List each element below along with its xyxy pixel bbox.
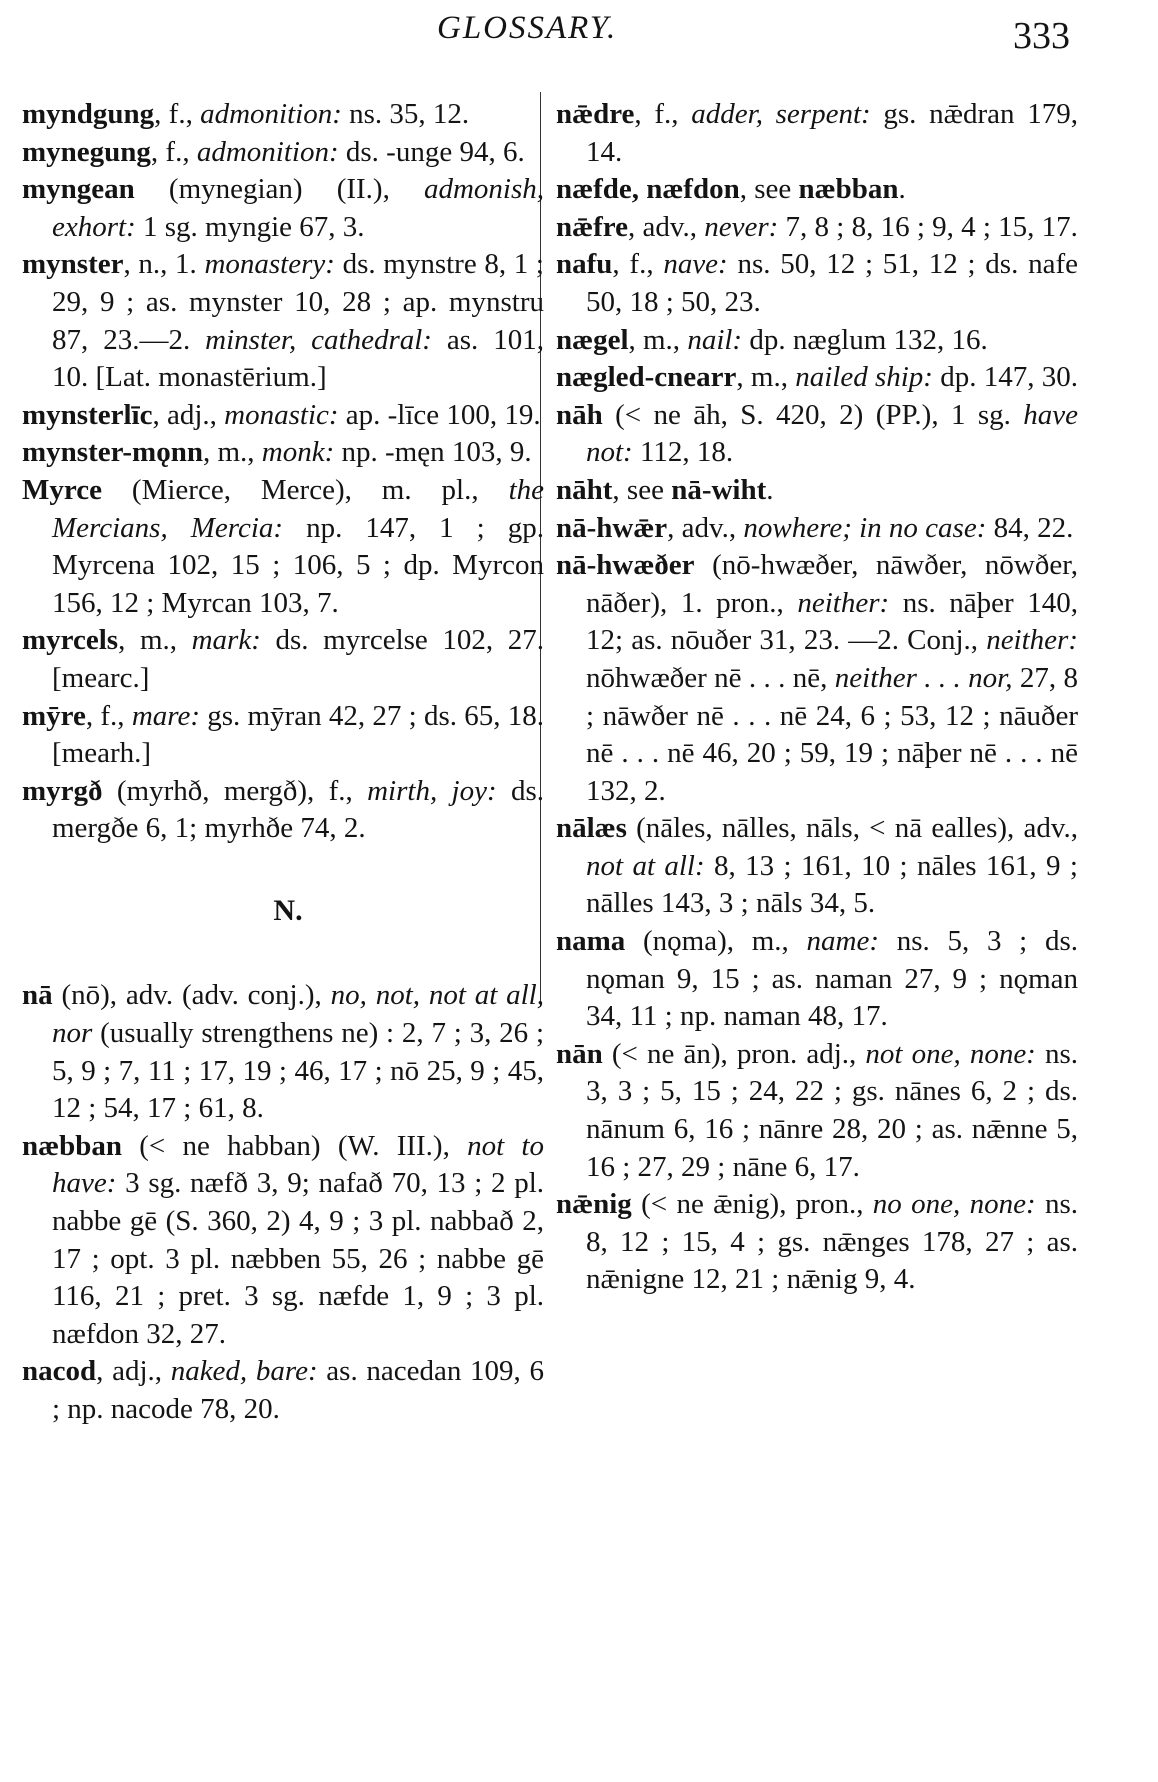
entry-text: , m., <box>118 624 192 657</box>
entry-text: (Mierce, Merce), m. pl., <box>101 473 509 506</box>
glossary-entry <box>556 322 1078 360</box>
headword: myndgung <box>22 98 155 130</box>
headword: mynsterlīc <box>22 398 153 431</box>
glossary-entry <box>556 397 1078 472</box>
headword: nacod <box>22 1355 97 1388</box>
gloss: admonition: <box>200 98 342 130</box>
entry-text: 84, 22. <box>986 511 1074 544</box>
entry-text: ns. nāþer 140, 12; as. nōuðer 31, 23. —2. Conj., <box>586 586 1078 657</box>
headword: mynegung <box>22 135 151 168</box>
right-column <box>556 96 1078 1299</box>
entry-text: , f., <box>85 699 132 732</box>
entry-text: (nǫma), m., <box>625 925 807 958</box>
entry-text: (mynegian) (II.), <box>134 173 424 206</box>
gloss: mark: <box>191 624 261 657</box>
headword: nægel <box>556 323 629 356</box>
headword: nǣdre <box>556 98 635 130</box>
entry-text: ns. 50, 12 ; 51, 12 ; ds. nafe 50, 18 ; 50, 23. <box>586 248 1078 318</box>
glossary-entry <box>556 472 1078 510</box>
entry-text: 8, 13 ; 161, 10 ; nāles 161, 9 ; nālles 143, 3 ; nāls 34, 5. <box>586 849 1078 920</box>
entry-text: np. 147, 1 ; gp. Myrcena 102, 15 ; 106, 5 ; dp. Myrcon 156, 12 ; Myrcan 103, 7. <box>52 511 544 619</box>
entry-text: 27, 8 ; nāwðer nē . . . nē 24, 6 ; 53, 12 ; nāuðer nē . . . nē 46, 20 ; 59, 19 ; nāþer nē . . . nē 132, 2. <box>586 661 1079 807</box>
entry-text: , m., <box>736 361 796 394</box>
headword: nān <box>556 1037 603 1070</box>
page-number: 333 <box>1013 15 1070 57</box>
entry-text: 3 sg. næfð 3, 9; nafað 70, 13 ; 2 pl. nabbe gē (S. 360, 2) 4, 9 ; 3 pl. nabbað 2, 17 ; opt. 3 pl. næbben 55, 26 ; nabbe gē 116, 21 ; pret. 3 sg. næfde 1, 9 ; 3 pl. næfdon 32, 27. <box>52 1167 544 1350</box>
gloss: name: <box>806 925 879 958</box>
gloss: no, not, not at all, nor <box>52 979 544 1050</box>
headword: Myrce <box>22 473 102 506</box>
entry-text: , adv., <box>627 210 705 243</box>
entry-text: (nō-hwæðer, nāwðer, nōwðer, nāðer), 1. pron., <box>586 549 1078 619</box>
entry-text: 7, 8 ; 8, 16 ; 9, 4 ; 15, 17. <box>778 210 1078 243</box>
glossary-entry <box>556 209 1078 247</box>
entry-text: as. 101, 10. [Lat. monastērium.] <box>52 323 545 394</box>
entry-text: , m., <box>628 323 688 356</box>
gloss: not to have: <box>52 1129 544 1200</box>
glossary-entry <box>22 1353 544 1428</box>
gloss: mare: <box>131 699 200 732</box>
section-letter-heading: N. <box>273 893 303 927</box>
headword: nā-hwæðer <box>556 549 695 582</box>
glossary-entry <box>22 1128 544 1354</box>
glossary-entry <box>556 171 1078 209</box>
gloss: nail: <box>687 323 743 356</box>
glossary-entry <box>556 359 1078 397</box>
entry-text: (usually strengthens ne) : 2, 7 ; 3, 26 ; 5, 9 ; 7, 11 ; 17, 19 ; 46, 17 ; nō 25, 9 ; 45, 12 ; 54, 17 ; 61, 8. <box>52 1017 544 1125</box>
headword: nafu <box>556 248 613 281</box>
glossary-entry <box>556 810 1078 923</box>
glossary-entry <box>22 134 544 172</box>
gloss: neither: <box>797 586 890 619</box>
entry-text: nōhwæðer nē . . . nē, <box>586 661 835 694</box>
gloss: no one, none: <box>872 1188 1036 1221</box>
gloss: monk: <box>261 436 335 469</box>
entry-text: (< ne ǣnig), pron., <box>631 1188 873 1221</box>
entry-text: (< ne ān), pron. adj., <box>602 1037 866 1070</box>
left-column <box>22 96 544 1429</box>
gloss: admonition: <box>196 135 339 168</box>
entry-text: (nāles, nālles, nāls, < nā ealles), adv., <box>626 812 1078 845</box>
headword: mynster-mǫnn <box>22 436 203 469</box>
headword: nā-hwǣr <box>556 511 668 544</box>
entry-text: ap. -līce 100, 19. <box>338 398 541 431</box>
headword: nāh <box>556 398 603 431</box>
entry-text: ns. 35, 12. <box>341 98 470 130</box>
glossary-entry <box>22 773 544 848</box>
glossary-entry <box>22 397 544 435</box>
glossary-entry <box>22 698 544 773</box>
entry-text: , f., <box>634 98 692 130</box>
entry-text: (< ne habban) (W. III.), <box>121 1129 468 1162</box>
gloss: nowhere; in no case: <box>743 511 987 544</box>
cross-reference-headword: nā-wiht <box>671 473 767 506</box>
glossary-entry <box>22 171 544 246</box>
headword: mynster <box>22 248 124 281</box>
entry-text: , f., <box>612 248 664 281</box>
entry-text: gs. mȳran 42, 27 ; ds. 65, 18. [mearh.] <box>52 699 544 770</box>
headword: nægled-cnearr <box>556 361 737 394</box>
entry-text: (myrhð, mergð), f., <box>102 774 368 807</box>
gloss: the Mercians, Mercia: <box>52 473 544 544</box>
gloss: have not: <box>586 398 1078 469</box>
headword: nā <box>22 979 53 1012</box>
entry-text: dp. næglum 132, 16. <box>742 323 988 356</box>
headword: nālæs <box>556 812 627 845</box>
gloss: naked, bare: <box>170 1355 318 1388</box>
headword: nǣnig <box>556 1188 632 1221</box>
glossary-entry <box>556 1186 1078 1299</box>
glossary-entry <box>556 547 1078 810</box>
headword: myrgð <box>22 774 103 807</box>
gloss: adder, serpent: <box>691 98 871 130</box>
headword: myrcels <box>22 624 119 657</box>
entry-text: , see <box>612 473 672 506</box>
glossary-entry <box>556 510 1078 548</box>
headword: nama <box>556 925 626 958</box>
entry-text: , m., <box>202 436 262 469</box>
entry-text: , adj., <box>152 398 225 431</box>
gloss: never: <box>704 210 779 243</box>
entry-text: ds. -unge 94, 6. <box>338 135 525 168</box>
entry-text: (< ne āh, S. 420, 2) (PP.), 1 sg. <box>602 398 1024 431</box>
glossary-entry <box>22 472 544 622</box>
entry-text: ds. myrcelse 102, 27. [mearc.] <box>52 624 544 694</box>
glossary-entry <box>556 923 1078 1036</box>
glossary-entry <box>22 434 544 472</box>
entry-text: , see <box>739 173 799 206</box>
running-head-title: GLOSSARY. <box>437 10 618 46</box>
entry-text: . <box>898 173 906 206</box>
gloss: neither . . . nor, <box>834 661 1013 694</box>
glossary-entry <box>556 246 1078 321</box>
glossary-entry <box>556 96 1078 171</box>
gloss: not one, none: <box>865 1037 1036 1070</box>
entry-text: . <box>766 473 774 506</box>
entry-text: ns. 5, 3 ; ds. nǫman 9, 15 ; as. naman 27, 9 ; nǫman 34, 11 ; np. naman 48, 17. <box>586 925 1078 1033</box>
entry-text: as. nacedan 109, 6 ; np. nacode 78, 20. <box>52 1355 544 1425</box>
entry-text: ds. mergðe 6, 1; myrhðe 74, 2. <box>52 774 544 845</box>
glossary-entry <box>556 1036 1078 1186</box>
gloss: neither: <box>986 624 1078 657</box>
glossary-entry <box>22 96 544 134</box>
headword: næfde, næfdon <box>556 173 740 206</box>
entry-text: 112, 18. <box>632 436 734 469</box>
gloss: nailed ship: <box>795 361 933 394</box>
gloss: monastery: <box>204 248 335 281</box>
glossary-entry <box>22 246 544 396</box>
entry-text: , adv., <box>667 511 744 544</box>
gloss: not at all: <box>586 849 705 882</box>
gloss: nave: <box>663 248 728 281</box>
gloss: admonish, exhort: <box>52 173 544 243</box>
entry-text: np. -męn 103, 9. <box>334 436 532 469</box>
entry-text: , f., <box>154 98 201 130</box>
headword: nǣfre <box>556 210 628 243</box>
entry-text: , adj., <box>96 1355 171 1388</box>
cross-reference-headword: næbban <box>798 173 899 206</box>
entry-text: dp. 147, 30. <box>932 361 1078 394</box>
glossary-entry <box>22 622 544 697</box>
entry-text: , f., <box>150 135 197 168</box>
entry-text: gs. nǣdran 179, 14. <box>586 98 1078 168</box>
headword: næbban <box>22 1129 122 1162</box>
headword: myngean <box>22 173 135 206</box>
entry-text: ns. 8, 12 ; 15, 4 ; gs. nǣnges 178, 27 ; as. nǣnigne 12, 21 ; nǣnig 9, 4. <box>586 1188 1078 1296</box>
gloss: mirth, joy: <box>367 774 497 807</box>
entry-text: ns. 3, 3 ; 5, 15 ; 24, 22 ; gs. nānes 6, 2 ; ds. nānum 6, 16 ; nānre 28, 20 ; as. nǣnne 5, 16 ; 27, 29 ; nāne 6, 17. <box>586 1037 1079 1183</box>
gloss: minster, cathedral: <box>205 323 432 356</box>
headword: mȳre <box>22 699 86 732</box>
gloss: monastic: <box>224 398 339 431</box>
headword: nāht <box>556 473 613 506</box>
glossary-entry <box>22 977 544 1127</box>
entry-text: (nō), adv. (adv. conj.), <box>52 979 331 1012</box>
entry-text: ds. mynstre 8, 1 ; 29, 9 ; as. mynster 10, 28 ; ap. mynstru 87, 23.—2. <box>52 248 544 356</box>
entry-text: , n., 1. <box>123 248 205 281</box>
entry-text: 1 sg. myngie 67, 3. <box>135 210 365 243</box>
